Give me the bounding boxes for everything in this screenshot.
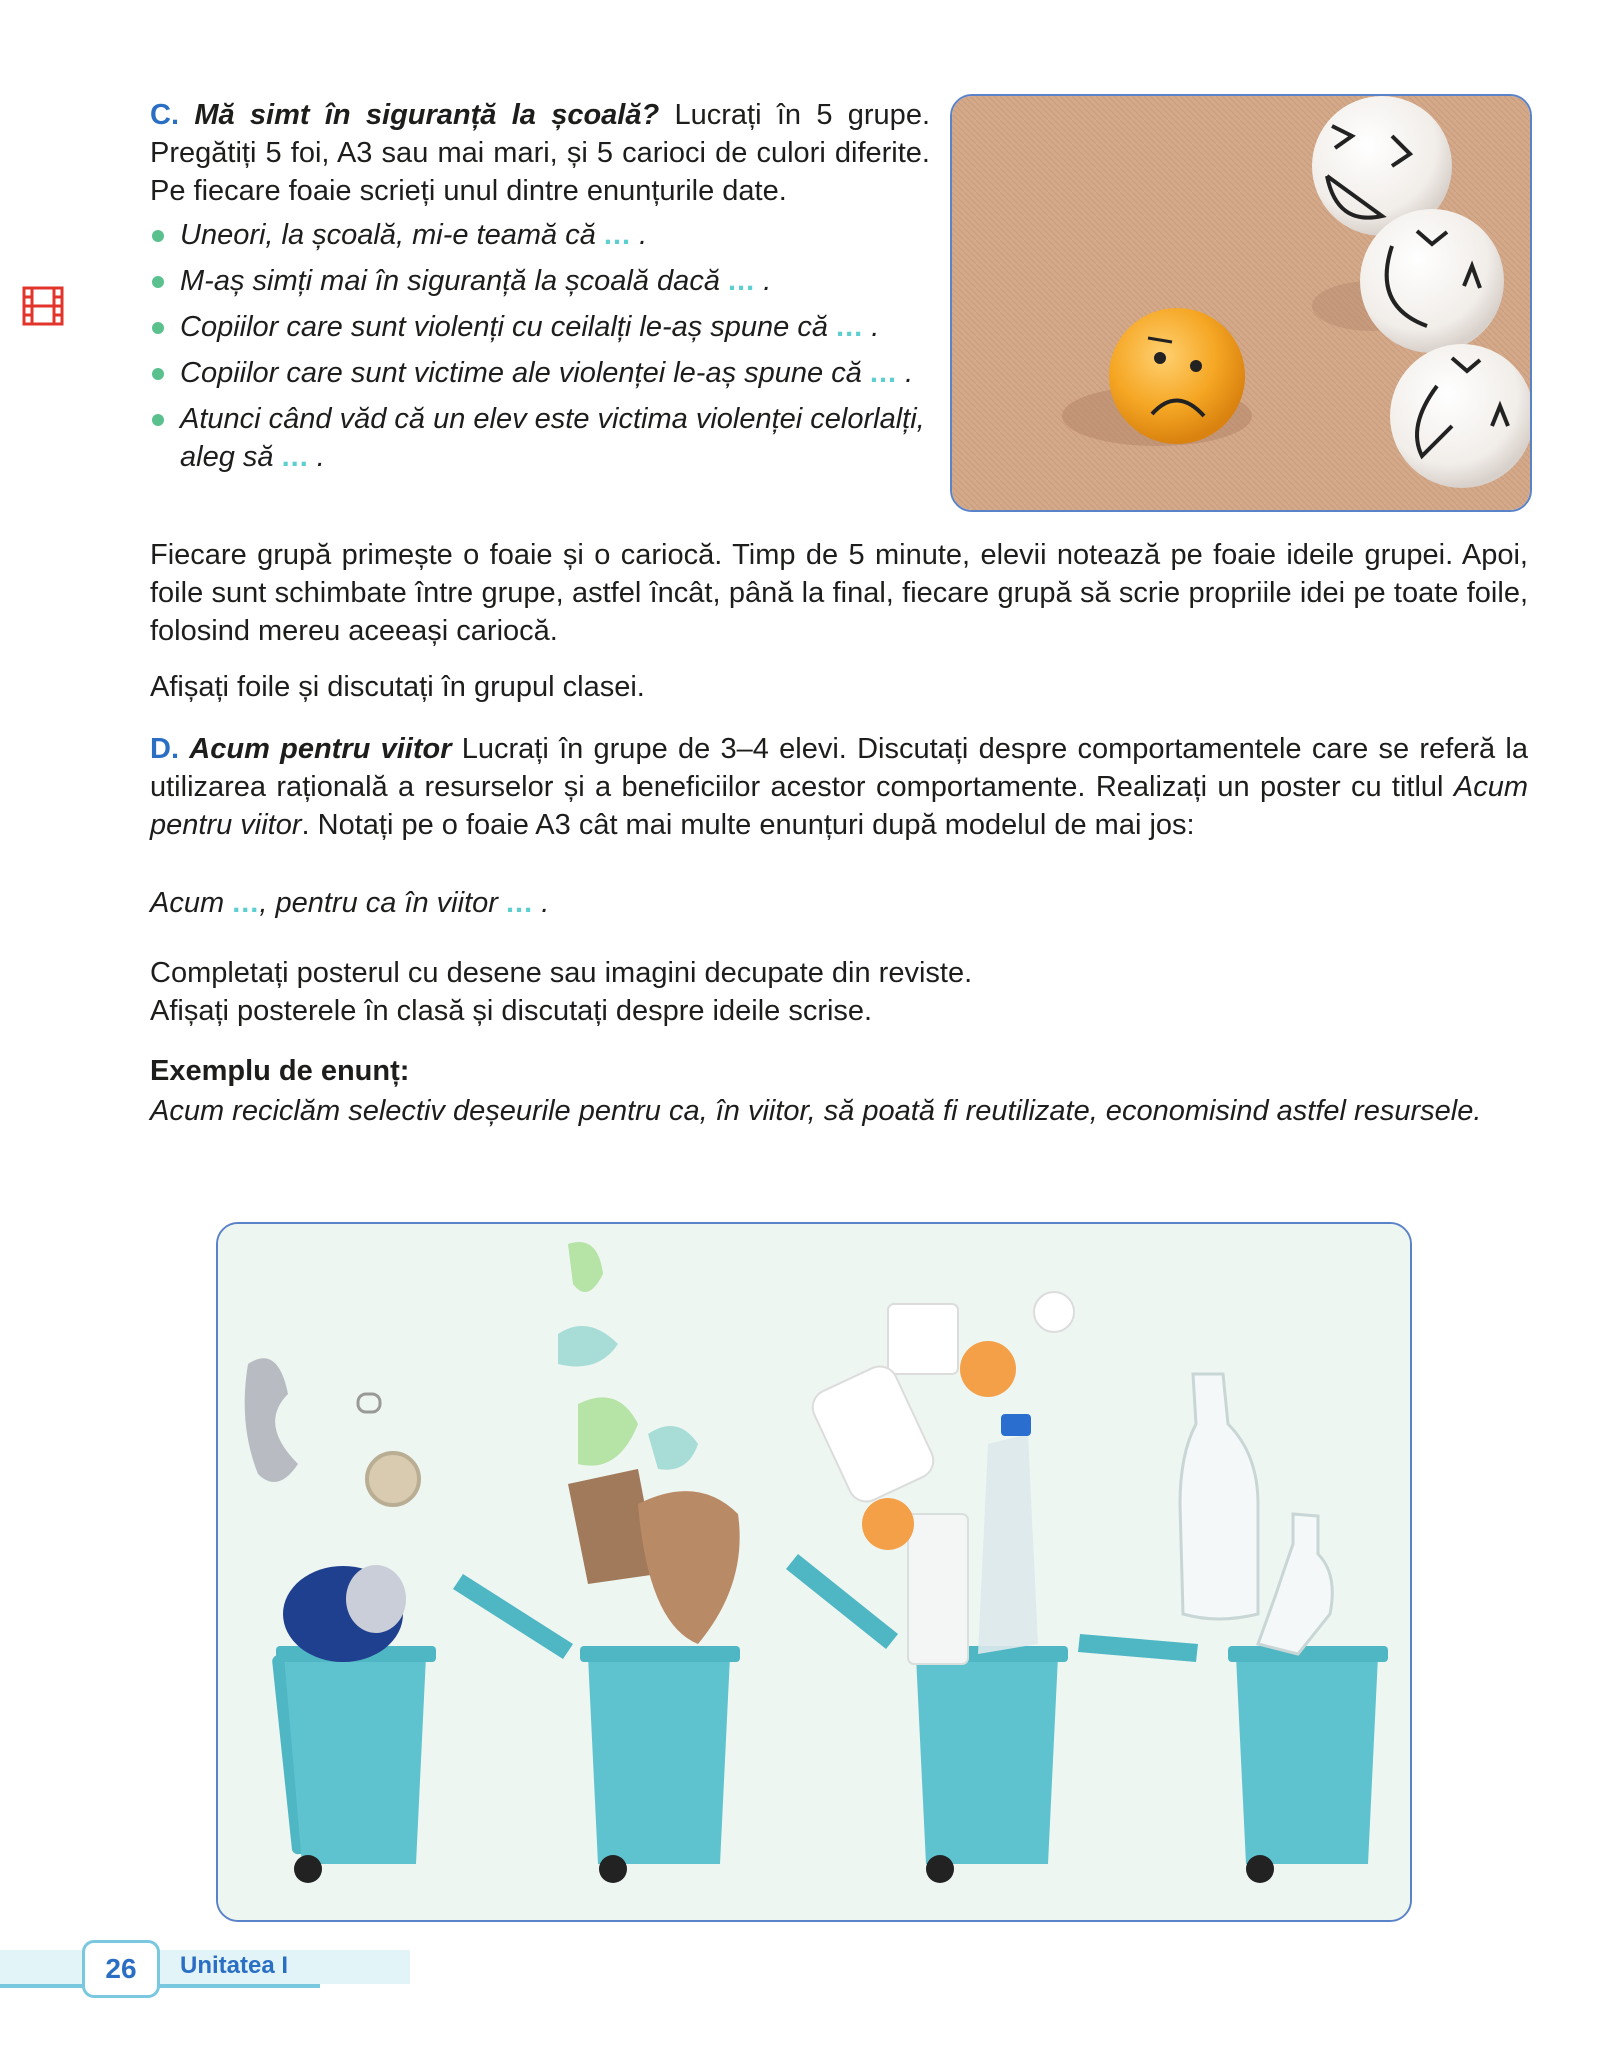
section-d-instructions xyxy=(150,954,1528,1030)
instruction-line: Afișați posterele în clasă și discutați despre ideile scrise. xyxy=(150,995,873,1027)
section-c-letter: C. xyxy=(150,99,179,131)
list-item: Atunci când văd că un elev este victima violenței celorlalți, aleg să ... . xyxy=(150,400,930,476)
poster-title: Acum pentru viitor xyxy=(150,771,1528,841)
dots-placeholder: ... xyxy=(505,887,534,919)
section-c-intro-text: Lucrați în 5 grupe. Pregătiți 5 foi, A3 sau mai mari, și 5 carioci de culori diferite. Pe fiecare foaie scrieți unul dintre enunțurile date. xyxy=(150,99,931,207)
section-d-intro: D. Acum pentru viitor Lucrați în grupe de 3–4 elevi. Discutați despre comportamentele care se referă la utilizarea rațională a resurselor și a beneficiilor acestor comportamente. Realizați un poster cu titlul Acum pentru viitor. Notați pe o foaie A3 cât mai multe enunțuri după modelul de mai jos: xyxy=(150,733,1528,841)
film-icon xyxy=(22,286,64,326)
section-c-title: Mă simt în siguranță la școală? xyxy=(194,99,660,131)
dots-placeholder: ... xyxy=(728,265,756,297)
example-title: Exemplu de enunț: xyxy=(150,1055,410,1087)
model-sentence: Acum ..., pentru ca în viitor ... . xyxy=(150,887,550,919)
section-c-intro xyxy=(150,96,930,210)
emoji-balls-photo xyxy=(950,94,1532,512)
list-item: M-aș simți mai în siguranță la școală dacă ... . xyxy=(150,262,930,300)
list-item: Uneori, la școală, mi-e teamă că ... . xyxy=(150,216,930,254)
section-d-title: Acum pentru viitor xyxy=(189,733,452,765)
dots-placeholder: ... xyxy=(281,441,309,473)
dots-placeholder: ... xyxy=(869,357,898,389)
sad-orange-ball xyxy=(1109,308,1245,444)
list-item: Copiilor care sunt violenți cu ceilalți le-aș spune că ... . xyxy=(150,308,930,346)
footer-line xyxy=(0,1984,320,1988)
unit-label: Unitatea I xyxy=(180,1952,289,1979)
bullet-list xyxy=(150,216,930,476)
section-c xyxy=(150,96,930,484)
instruction-line: Completați posterul cu desene sau imagini decupate din reviste. xyxy=(150,957,973,989)
happy-white-ball xyxy=(1360,209,1504,353)
list-item: Copiilor care sunt victime ale violenței le-aș spune că ... . xyxy=(150,354,930,392)
example-text: Acum reciclăm selectiv deșeurile pentru ca, în viitor, să poată fi reutilizate, economisind astfel resursele. xyxy=(150,1095,1482,1127)
dots-placeholder: ... xyxy=(603,219,632,251)
section-c-paragraph: Fiecare grupă primește o foaie și o cariocă. Timp de 5 minute, elevii notează pe foaie ideile grupei. Apoi, foile sunt schimbate între grupe, astfel încât, până la final, fiecare grupă să scrie propriile idei pe toate foile, folosind mereu aceeași cariocă. xyxy=(150,539,1528,647)
page-number: 26 xyxy=(82,1940,160,1998)
section-d-letter: D. xyxy=(150,733,179,765)
dots-placeholder: ... xyxy=(232,887,260,919)
section-c-closing: Afișați foile și discutați în grupul clasei. xyxy=(150,671,645,703)
recycling-bins-photo xyxy=(216,1222,1412,1922)
dots-placeholder: ... xyxy=(836,311,864,343)
